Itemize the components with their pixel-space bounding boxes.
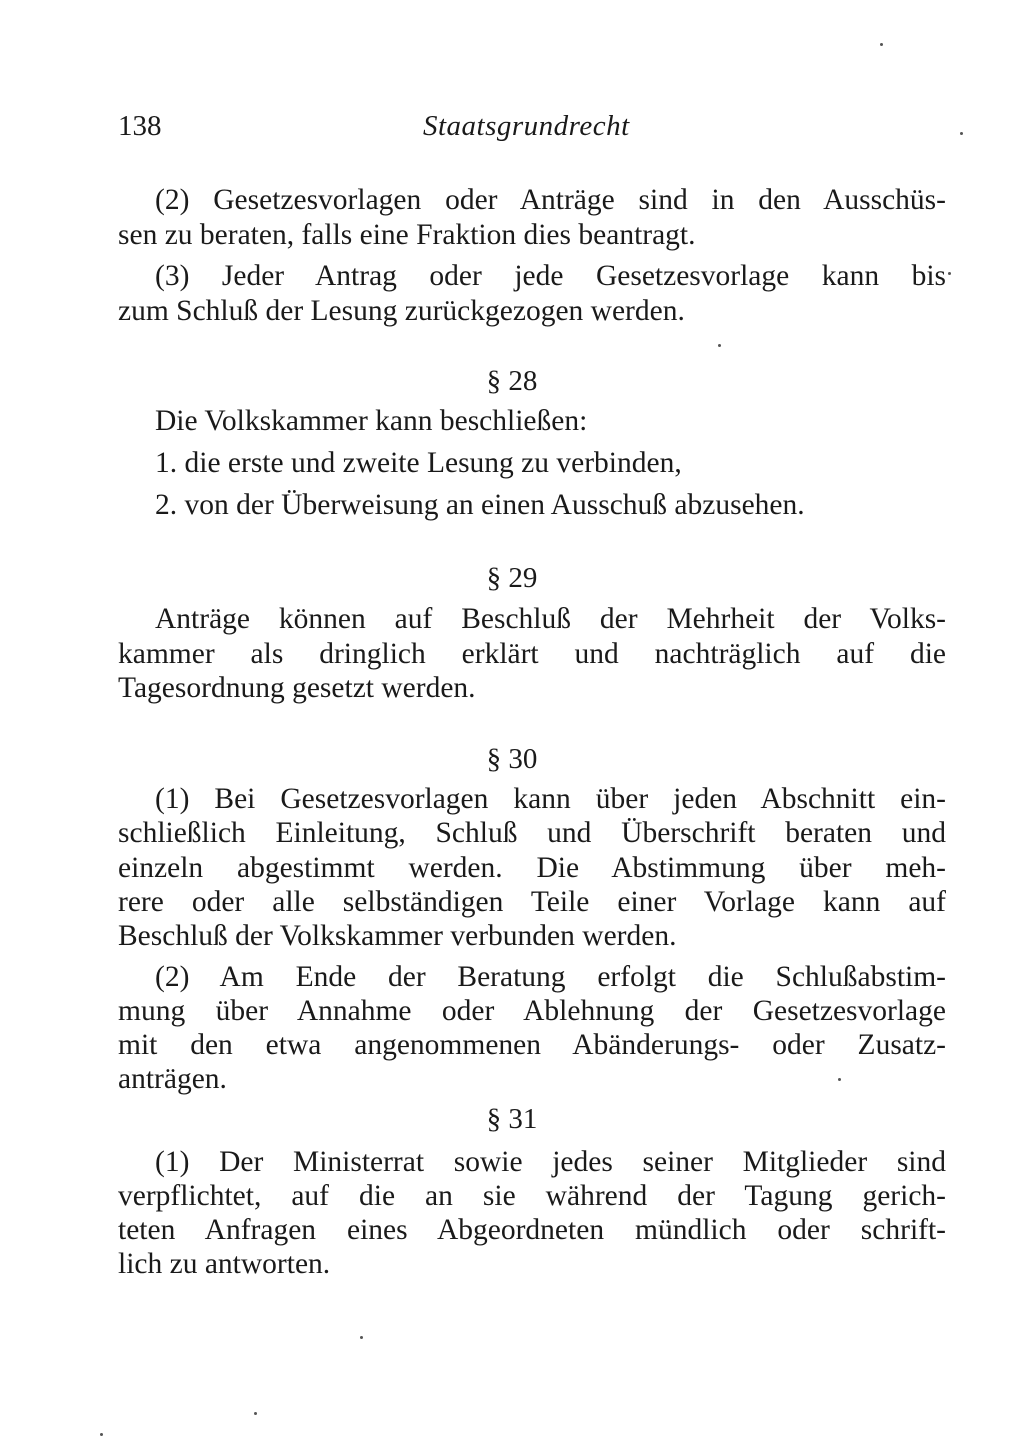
text-line: Anträge können auf Beschluß der Mehrheit der Volks- xyxy=(155,603,946,635)
scan-speck xyxy=(360,1336,363,1339)
scan-speck xyxy=(254,1412,257,1415)
page-number: 138 xyxy=(118,110,162,142)
scan-speck xyxy=(838,1078,841,1081)
text-line: sen zu beraten, falls eine Fraktion dies beantragt. xyxy=(118,219,696,251)
text-line: lich zu antworten. xyxy=(118,1248,331,1280)
text-line: einzeln abgestimmt werden. Die Abstimmung über meh- xyxy=(118,852,946,884)
text-line: zum Schluß der Lesung zurückgezogen werden. xyxy=(118,295,685,327)
text-line: anträgen. xyxy=(118,1063,227,1095)
text-line: (3) Jeder Antrag oder jede Gesetzesvorlage kann bis xyxy=(155,260,946,292)
running-head: Staatsgrundrecht xyxy=(423,110,630,142)
text-line: verpflichtet, auf die an sie während der Tagung gerich- xyxy=(118,1180,946,1212)
text-line: Die Volkskammer kann beschließen: xyxy=(155,405,588,437)
text-line: (1) Bei Gesetzesvorlagen kann über jeden Abschnitt ein- xyxy=(155,783,946,815)
text-line: teten Anfragen eines Abgeordneten mündlich oder schrift- xyxy=(118,1214,946,1246)
scan-speck xyxy=(948,272,951,275)
text-line: rere oder alle selbständigen Teile einer Vorlage kann auf xyxy=(118,886,946,918)
text-line: Tagesordnung gesetzt werden. xyxy=(118,672,476,704)
page-header xyxy=(118,110,948,150)
section-heading-28: § 28 xyxy=(486,365,538,397)
list-item: 1. die erste und zweite Lesung zu verbinden, xyxy=(155,447,682,479)
scan-speck xyxy=(960,132,963,135)
scan-speck xyxy=(100,1433,103,1436)
text-line: schließlich Einleitung, Schluß und Überschrift beraten und xyxy=(118,817,946,849)
text-line: Beschluß der Volkskammer verbunden werden. xyxy=(118,920,677,952)
text-line: (1) Der Ministerrat sowie jedes seiner Mitglieder sind xyxy=(155,1146,946,1178)
scan-speck xyxy=(718,344,721,347)
text-line: (2) Gesetzesvorlagen oder Anträge sind in den Ausschüs- xyxy=(155,184,946,216)
text-line: kammer als dringlich erklärt und nachträglich auf die xyxy=(118,638,946,670)
list-item: 2. von der Überweisung an einen Ausschuß abzusehen. xyxy=(155,489,805,521)
scan-speck xyxy=(880,43,883,46)
section-heading-31: § 31 xyxy=(486,1103,538,1135)
text-line: (2) Am Ende der Beratung erfolgt die Schlußabstim- xyxy=(155,961,946,993)
section-heading-29: § 29 xyxy=(486,562,538,594)
section-heading-30: § 30 xyxy=(486,743,538,775)
text-line: mung über Annahme oder Ablehnung der Gesetzesvorlage xyxy=(118,995,946,1027)
text-line: mit den etwa angenommenen Abänderungs- oder Zusatz- xyxy=(118,1029,946,1061)
